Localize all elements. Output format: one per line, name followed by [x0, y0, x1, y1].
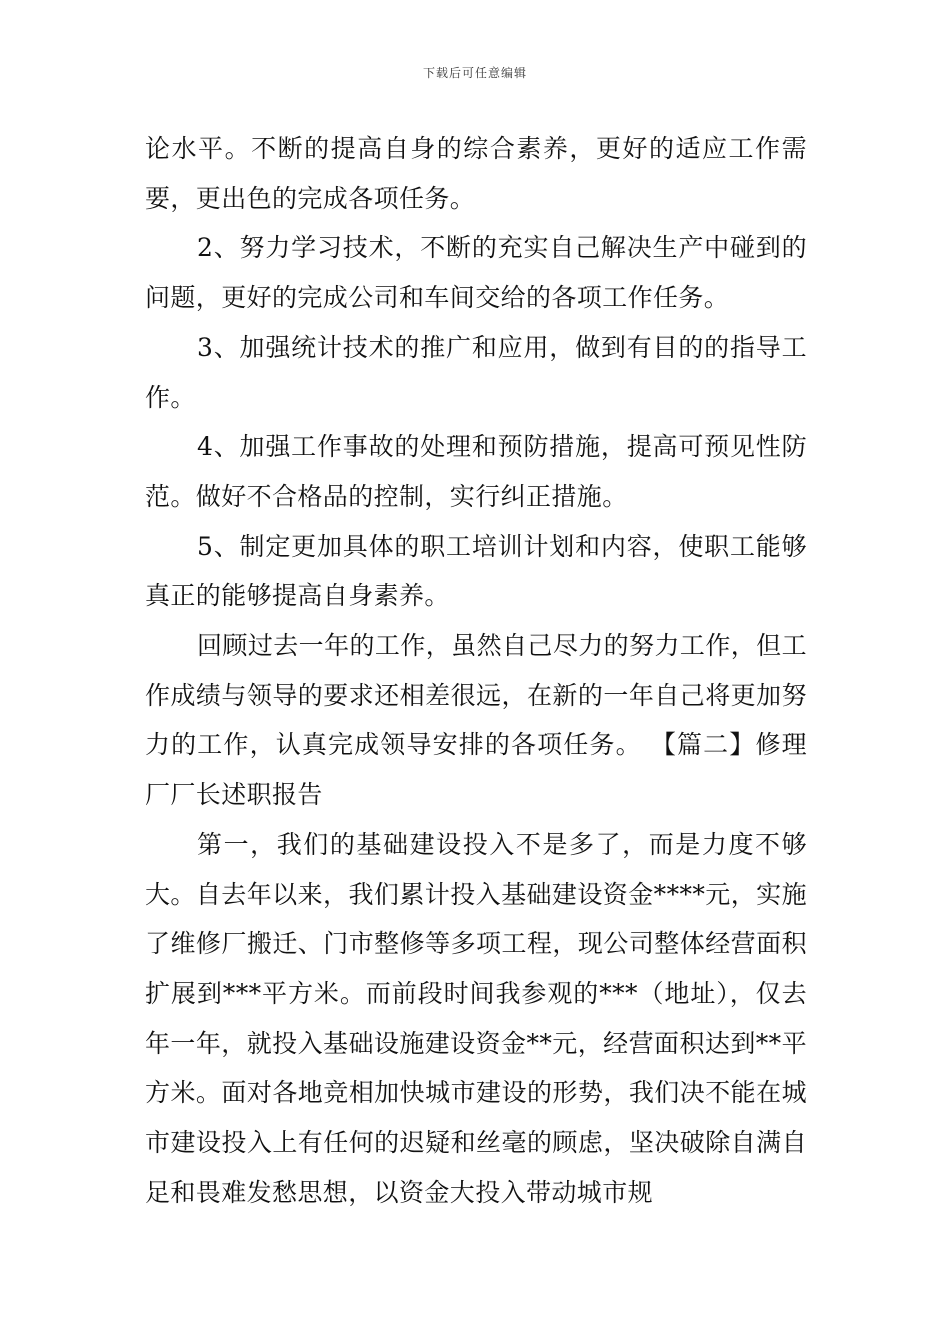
page-header: 下载后可任意编辑: [422, 66, 527, 80]
paragraph-continuation: 论水平。不断的提高自身的综合素养，更好的适应工作需要，更出色的完成各项任务。: [145, 134, 807, 213]
paragraph-item-4: 4、加强工作事故的处理和预防措施，提高可预见性防范。做好不合格品的控制，实行纠正措施。: [145, 432, 807, 511]
paragraph-infrastructure: 第一，我们的基础建设投入不是多了，而是力度不够大。自去年以来，我们累计投入基础建设资金****元，实施了维修厂搬迁、门市整修等多项工程，现公司整体经营面积扩展到***平方米。而前段时间我参观的***（地址），仅去年一年，就投入基础设施建设资金**元，经营面积达到**平方米。面对各地竞相加快城市建设的形势，我们决不能在城市建设投入上有任何的迟疑和丝毫的顾虑，坚决破除自满自足和畏难发愁思想，以资金大投入带动城市规: [145, 829, 807, 1207]
paragraph-item-2: 2、努力学习技术，不断的充实自己解决生产中碰到的问题，更好的完成公司和车间交给的各项工作任务。: [145, 233, 807, 313]
paragraph-item-5: 5、制定更加具体的职工培训计划和内容，使职工能够真正的能够提高自身素养。: [145, 531, 807, 611]
document-body: [145, 124, 807, 1217]
paragraph-review-and-section-title: 回顾过去一年的工作，虽然自己尽力的努力工作，但工作成绩与领导的要求还相差很远，在新的一年自己将更加努力的工作，认真完成领导安排的各项任务。 【篇二】修理厂厂长述职报告: [145, 631, 807, 810]
paragraph-item-3: 3、加强统计技术的推广和应用，做到有目的的指导工作。: [145, 332, 807, 412]
